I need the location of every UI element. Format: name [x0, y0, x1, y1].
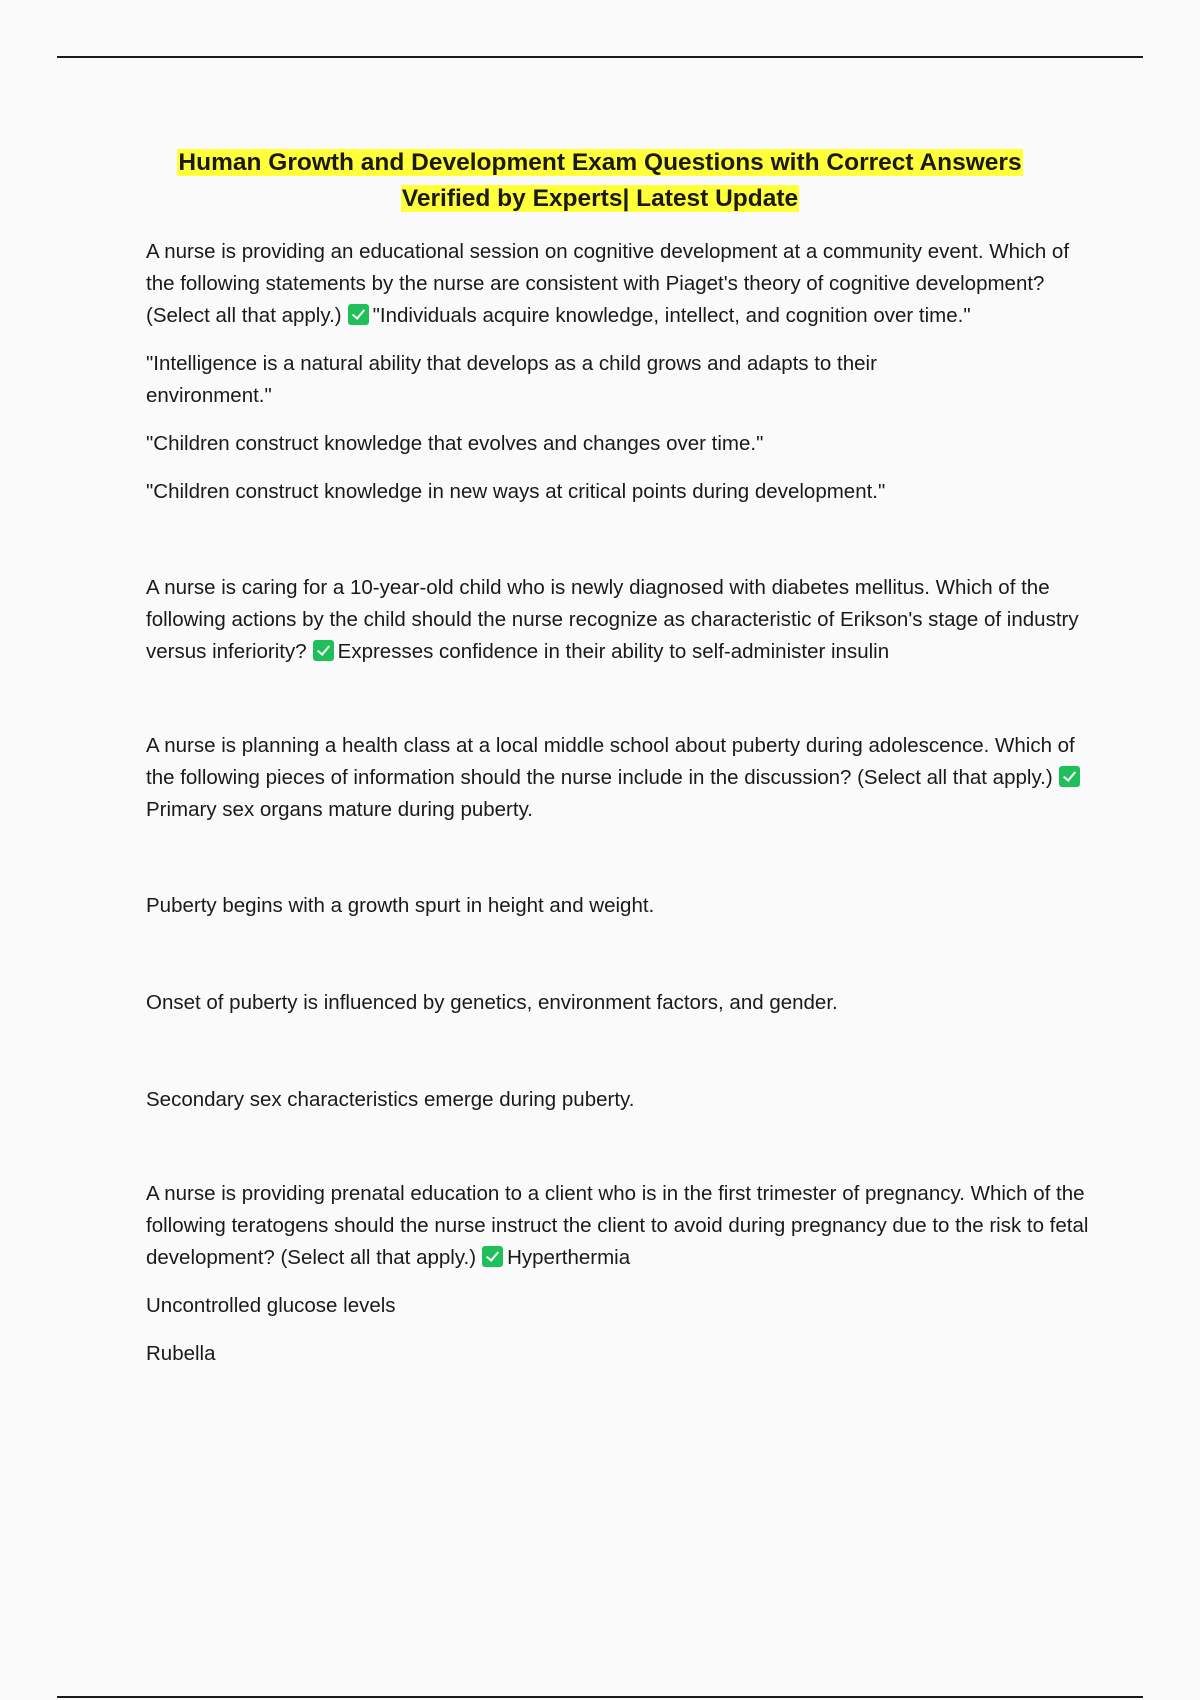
answer-option: Rubella — [146, 1342, 216, 1365]
answer-option: Puberty begins with a growth spurt in height and weight. — [146, 894, 655, 917]
document-body — [146, 236, 1096, 1370]
document-title — [100, 145, 1100, 217]
question-paragraph — [146, 1178, 1096, 1274]
answer-option: Secondary sex characteristics emerge during puberty. — [146, 1088, 635, 1111]
question-paragraph — [146, 236, 1096, 332]
correct-answer: Expresses confidence in their ability to self-administer insulin — [337, 640, 890, 663]
header-rule — [57, 56, 1143, 58]
check-mark-icon — [313, 640, 334, 661]
footer-rule — [57, 1696, 1143, 1698]
title-line-1: Human Growth and Development Exam Questions with Correct Answers — [178, 149, 1022, 176]
answer-option: Uncontrolled glucose levels — [146, 1294, 396, 1317]
check-mark-icon — [482, 1246, 503, 1267]
question-paragraph — [146, 572, 1096, 668]
check-mark-icon — [1059, 766, 1080, 787]
correct-answer: Primary sex organs mature during puberty. — [146, 798, 534, 821]
answer-option: "Children construct knowledge in new ways at critical points during development." — [146, 480, 886, 503]
question-text: A nurse is caring for a 10-year-old child who is newly diagnosed with diabetes mellitus. Which of the following actions by the child should the nurse recognize as characteristic of Erikson's stage of industry versus inferiority? — [146, 576, 1079, 663]
correct-answer: "Individuals acquire knowledge, intellect, and cognition over time." — [372, 304, 971, 327]
answer-option: "Children construct knowledge that evolves and changes over time." — [146, 432, 764, 455]
title-line-2: Verified by Experts| Latest Update — [401, 185, 799, 212]
answer-option: Onset of puberty is influenced by genetics, environment factors, and gender. — [146, 991, 838, 1014]
question-paragraph — [146, 730, 1096, 826]
answer-option: "Intelligence is a natural ability that develops as a child grows and adapts to their environment." — [146, 352, 877, 407]
question-text: A nurse is providing prenatal education to a client who is in the first trimester of pregnancy. Which of the following teratogens should the nurse instruct the client to avoid during pregnancy due to the risk to fetal development? (Select all that apply.) — [146, 1182, 1089, 1269]
correct-answer: Hyperthermia — [507, 1246, 631, 1269]
question-text: A nurse is planning a health class at a local middle school about puberty during adolescence. Which of the following pieces of information should the nurse include in the discussion? (Select all that apply.) — [146, 734, 1075, 789]
check-mark-icon — [348, 304, 369, 325]
question-text: A nurse is providing an educational session on cognitive development at a community event. Which of the following statements by the nurse are consistent with Piaget's theory of cognitive development? (Select all that apply.) — [146, 240, 1070, 327]
